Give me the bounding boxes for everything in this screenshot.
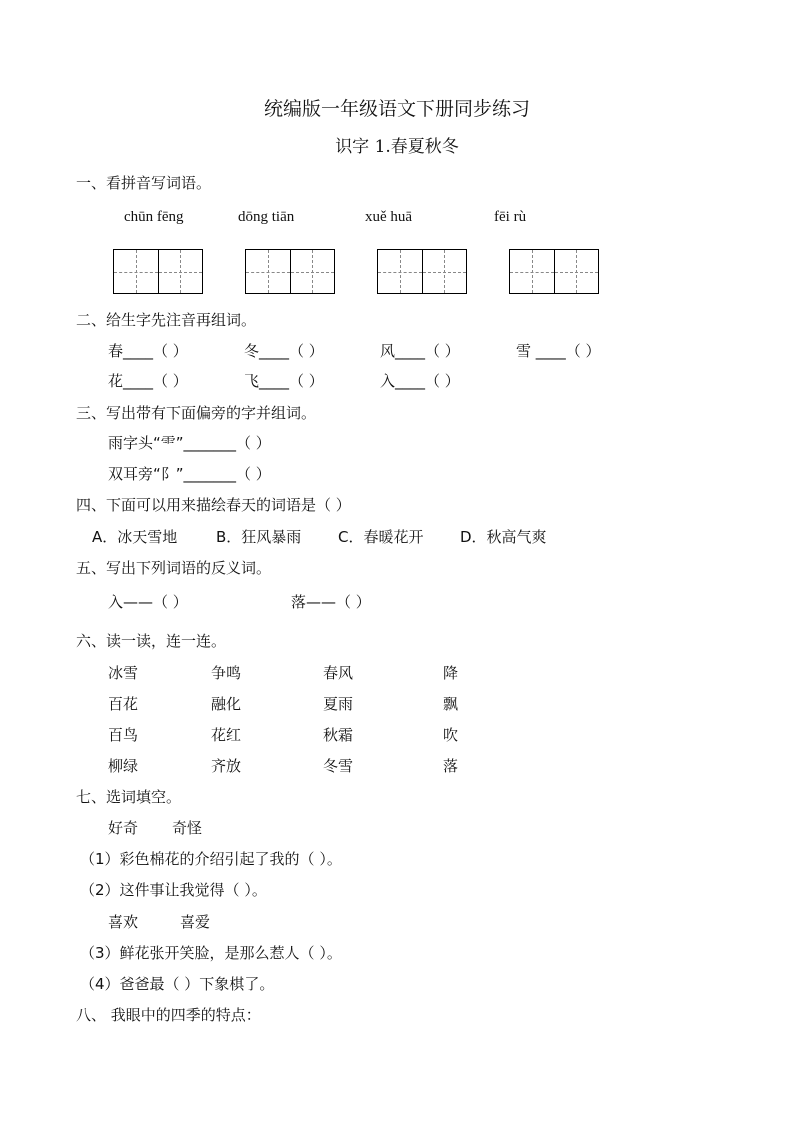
match-word: 冰雪 [108,664,139,682]
q4-option-a: A．冰天雪地 [92,528,178,546]
q3-line: 雨字头“⻗”_______（ ） [108,434,271,452]
match-word: 冬雪 [323,757,354,775]
match-word: 花红 [211,726,242,744]
q6-heading: 六、读一读，连一连。 [76,632,227,650]
q3-line: 双耳旁“阝”_______（ ） [108,465,271,483]
q3-heading: 三、写出带有下面偏旁的字并组词。 [76,404,317,422]
q4-heading: 四、下面可以用来描绘春天的词语是（ ） [76,496,351,514]
match-word: 春风 [323,664,354,682]
pinyin-2: dōng tiān [238,209,295,225]
writing-grid-2[interactable] [245,249,335,294]
q7-sentence-4: （4）爸爸最（ ）下象棋了。 [80,975,275,993]
match-word: 秋霜 [323,726,354,744]
q2-item: 冬____（ ） [244,342,324,360]
match-word: 融化 [211,695,242,713]
q8-heading: 八、 我眼中的四季的特点： [76,1006,261,1024]
q2-item: 风____（ ） [380,342,460,360]
writing-grid-3[interactable] [377,249,467,294]
q5-heading: 五、写出下列词语的反义词。 [76,559,272,577]
q4-option-d: D．秋高气爽 [460,528,547,546]
pinyin-3: xuě huā [365,209,413,225]
q5-item: 入——（ ） [108,593,188,611]
match-word: 齐放 [211,757,242,775]
pinyin-4: fēi rù [494,209,527,225]
q7-sentence-1: （1）彩色棉花的介绍引起了我的（ ）。 [80,850,342,868]
q2-item: 雪 ____（ ） [516,342,601,360]
q7-heading: 七、选词填空。 [76,788,182,806]
match-word: 夏雨 [323,695,354,713]
q2-heading: 二、给生字先注音再组词。 [76,311,257,329]
match-word: 百花 [108,695,139,713]
word-choice: 喜欢 [108,913,139,931]
q7-sentence-3: （3）鲜花张开笑脸，是那么惹人（ ）。 [80,944,342,962]
word-choice: 奇怪 [172,819,203,837]
match-word: 百鸟 [108,726,139,744]
page-title: 统编版一年级语文下册同步练习 [263,98,530,120]
q5-item: 落——（ ） [291,593,371,611]
word-choice: 好奇 [108,819,139,837]
q4-option-c: C．春暖花开 [338,528,424,546]
match-word: 降 [443,664,459,682]
q2-item: 飞____（ ） [244,372,324,390]
match-word: 飘 [443,695,459,713]
match-word: 落 [443,757,459,775]
q1-heading: 一、看拼音写词语。 [76,174,212,192]
q2-item: 花____（ ） [108,372,188,390]
match-word: 争鸣 [211,664,242,682]
q4-option-b: B．狂风暴雨 [216,528,302,546]
q7-sentence-2: （2）这件事让我觉得（ ）。 [80,881,267,899]
match-word: 吹 [443,726,459,744]
match-word: 柳绿 [108,757,139,775]
q2-item: 春____（ ） [108,342,188,360]
word-choice: 喜爱 [180,913,211,931]
lesson-subtitle: 识字 1.春夏秋冬 [335,137,459,157]
writing-grid-4[interactable] [509,249,599,294]
writing-grid-1[interactable] [113,249,203,294]
pinyin-1: chūn fēng [124,209,184,225]
q2-item: 入____（ ） [380,372,460,390]
